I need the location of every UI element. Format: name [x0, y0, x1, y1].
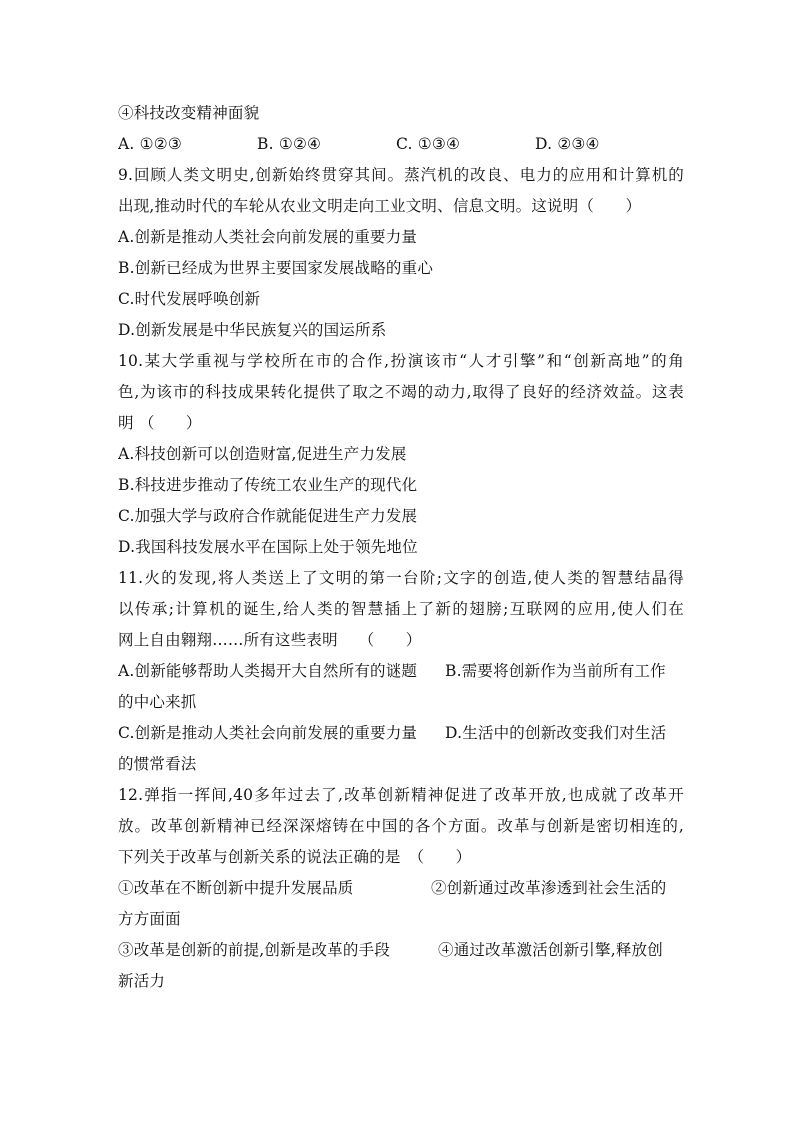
- q9-stem-line-2: 出现,推动时代的车轮从农业文明走向工业文明、信息文明。这说明（ ）: [118, 197, 642, 215]
- q8-statement-4: ④科技改变精神面貌: [118, 104, 260, 122]
- q12-statements-row-2: [118, 935, 684, 966]
- q11-option-a: A.创新能够帮助人类揭开大自然所有的谜题: [118, 662, 418, 680]
- q9-option-b: B.创新已经成为世界主要国家发展战略的重心: [118, 259, 434, 277]
- q8-option-c: C. ①③④: [396, 135, 461, 153]
- q11-stem-line-1: 11.火的发现,将人类送上了文明的第一台阶;文字的创造,使人类的智慧结晶得: [118, 569, 684, 587]
- q12-statement-2: ②创新通过改革渗透到社会生活的: [431, 879, 667, 897]
- q11-stem-line-3: 网上自由翱翔……所有这些表明 （ ）: [118, 631, 422, 649]
- q11-option-d-continued: 的惯常看法: [118, 755, 197, 773]
- q10-stem-line-2: 色,为该市的科技成果转化提供了取之不竭的动力,取得了良好的经济效益。这表: [118, 383, 684, 401]
- q11-option-b: B.需要将创新作为当前所有工作: [445, 662, 666, 680]
- q10-option-b: B.科技进步推动了传统工农业生产的现代化: [118, 476, 418, 494]
- q8-option-a: A. ①②③: [118, 135, 182, 153]
- q10-option-c: C.加强大学与政府合作就能促进生产力发展: [118, 507, 418, 525]
- q8-options: [118, 129, 684, 160]
- q12-statement-4: ④通过改革激活创新引擎,释放创: [438, 941, 663, 959]
- q12-statement-4-continued: 新活力: [118, 972, 166, 990]
- q11-options-row-1: [118, 656, 684, 687]
- q11-option-d: D.生活中的创新改变我们对生活: [445, 724, 667, 742]
- q12-statement-3: ③改革是创新的前提,创新是改革的手段: [118, 941, 391, 959]
- q11-stem-line-2: 以传承;计算机的诞生,给人类的智慧插上了新的翅膀;互联网的应用,使人们在: [118, 600, 684, 618]
- q12-statement-2-continued: 方方面面: [118, 910, 181, 928]
- q10-stem-line-3: 明 （ ）: [118, 414, 202, 432]
- q10-option-d: D.我国科技发展水平在国际上处于领先地位: [118, 538, 418, 556]
- q9-option-a: A.创新是推动人类社会向前发展的重要力量: [118, 228, 418, 246]
- q12-stem-line-3: 下列关于改革与创新关系的说法正确的是 （ ）: [118, 848, 472, 866]
- q8-option-b: B. ①②④: [257, 135, 322, 153]
- q12-statements-row-1: [118, 873, 684, 904]
- q10-stem-line-1: 10.某大学重视与学校所在市的合作,扮演该市“人才引擎”和“创新高地”的角: [118, 352, 684, 370]
- q8-option-d: D. ②③④: [535, 135, 600, 153]
- q9-stem-line-1: 9.回顾人类文明史,创新始终贯穿其间。蒸汽机的改良、电力的应用和计算机的: [118, 166, 684, 184]
- q11-option-b-continued: 的中心来抓: [118, 693, 197, 711]
- q11-options-row-2: [118, 718, 684, 749]
- q12-stem-line-1: 12.弹指一挥间,40多年过去了,改革创新精神促进了改革开放,也成就了改革开: [118, 786, 684, 804]
- q9-option-d: D.创新发展是中华民族复兴的国运所系: [118, 321, 387, 339]
- q12-stem-line-2: 放。改革创新精神已经深深熔铸在中国的各个方面。改革与创新是密切相连的,: [118, 817, 684, 835]
- q10-option-a: A.科技创新可以创造财富,促进生产力发展: [118, 445, 407, 463]
- q12-statement-1: ①改革在不断创新中提升发展品质: [118, 879, 354, 897]
- exam-page: [118, 98, 684, 997]
- q9-option-c: C.时代发展呼唤创新: [118, 290, 261, 308]
- q11-option-c: C.创新是推动人类社会向前发展的重要力量: [118, 724, 418, 742]
